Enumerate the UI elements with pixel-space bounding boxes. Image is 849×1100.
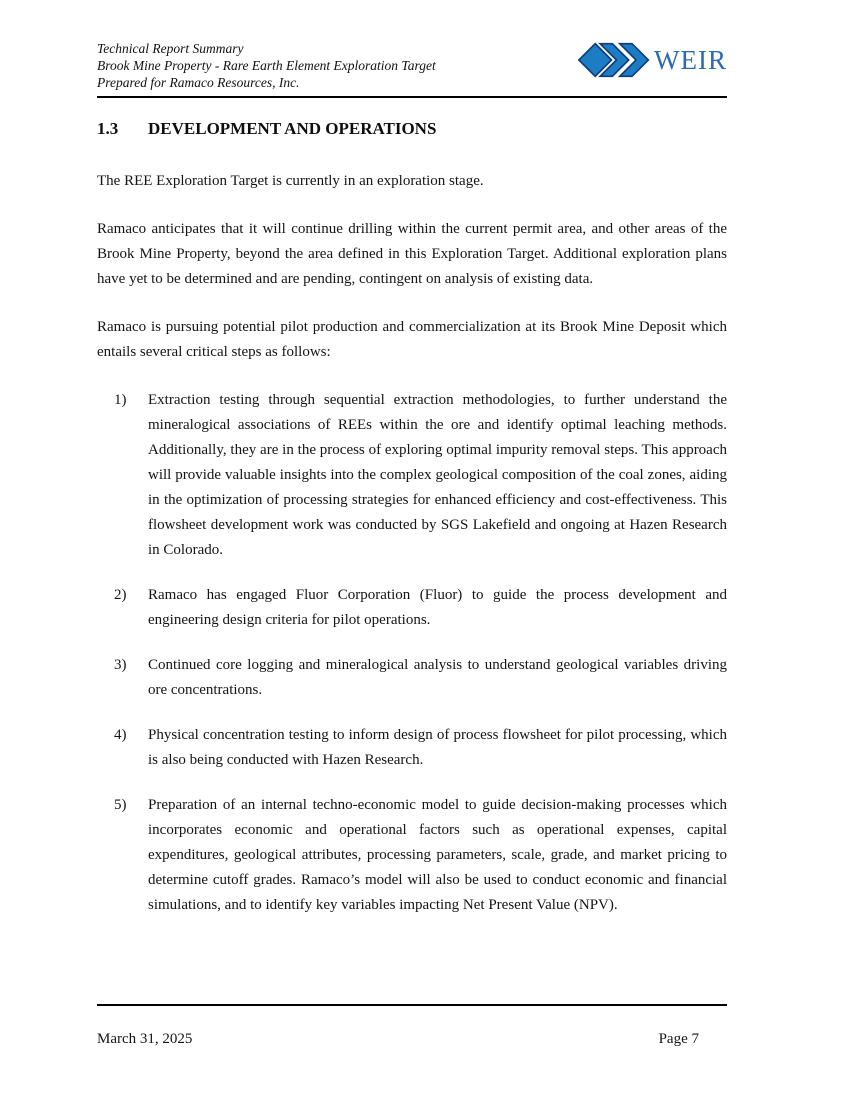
list-item-text: Continued core logging and mineralogical analysis to understand geological variables driving ore concentrations.	[148, 657, 727, 698]
paragraph: The REE Exploration Target is currently in an exploration stage.	[97, 173, 484, 189]
footer-row	[97, 1031, 727, 1048]
list-item-number: 5)	[114, 797, 127, 813]
weir-logo	[577, 42, 727, 78]
logo-wordmark: WEIR	[654, 44, 727, 75]
list-item-number: 3)	[114, 657, 127, 673]
header-line-3: Prepared for Ramaco Resources, Inc.	[97, 75, 300, 90]
weir-logo-icon	[577, 42, 651, 78]
footer-page-number: Page 7	[658, 1031, 699, 1047]
list-item	[97, 583, 727, 633]
numbered-list	[97, 388, 727, 918]
header-meta	[97, 40, 436, 91]
page-footer	[97, 1004, 727, 1048]
header-line-2: Brook Mine Property - Rare Earth Element Exploration Target	[97, 58, 436, 73]
list-item	[97, 793, 727, 918]
paragraph: Ramaco is pursuing potential pilot production and commercialization at its Brook Mine Deposit which entails several critical steps as follows:	[97, 319, 727, 360]
paragraph: Ramaco anticipates that it will continue drilling within the current permit area, and other areas of the Brook Mine Property, beyond the area defined in this Exploration Target. Additional exploration plans have yet to be determined and are pending, contingent on analysis of existing data.	[97, 221, 727, 287]
list-item-text: Preparation of an internal techno-economic model to guide decision-making processes which incorporates economic and operational factors such as operational expenses, capital expenditures, geological attributes, processing parameters, scale, grade, and market pricing to determine cutoff grades. Ramaco’s model will also be used to conduct economic and financial simulations, and to identify key variables impacting Net Present Value (NPV).	[148, 797, 727, 913]
footer-date: March 31, 2025	[97, 1031, 193, 1047]
list-item	[97, 653, 727, 703]
list-item-text: Extraction testing through sequential extraction methodologies, to further understand the mineralogical associations of REEs within the ore and identify optimal leaching methods. Additionally, they are in the process of exploring optimal impurity removal steps. This approach will provide valuable insights into the complex geological composition of the coal zones, aiding in the optimization of processing strategies for enhanced efficiency and cost-effectiveness. This flowsheet development work was conducted by SGS Lakefield and ongoing at Hazen Research in Colorado.	[148, 392, 727, 558]
list-item-number: 4)	[114, 727, 127, 743]
list-item-number: 1)	[114, 392, 127, 408]
section-number: 1.3	[97, 119, 119, 138]
report-header	[97, 40, 727, 98]
list-item-number: 2)	[114, 587, 127, 603]
list-item-text: Ramaco has engaged Fluor Corporation (Fluor) to guide the process development and engineering design criteria for pilot operations.	[148, 587, 727, 628]
section-heading	[97, 119, 727, 139]
section-title: DEVELOPMENT AND OPERATIONS	[148, 119, 437, 138]
list-item-text: Physical concentration testing to inform design of process flowsheet for pilot processing, which is also being conducted with Hazen Research.	[148, 727, 727, 768]
header-line-1: Technical Report Summary	[97, 41, 244, 56]
list-item	[97, 723, 727, 773]
list-item	[97, 388, 727, 563]
